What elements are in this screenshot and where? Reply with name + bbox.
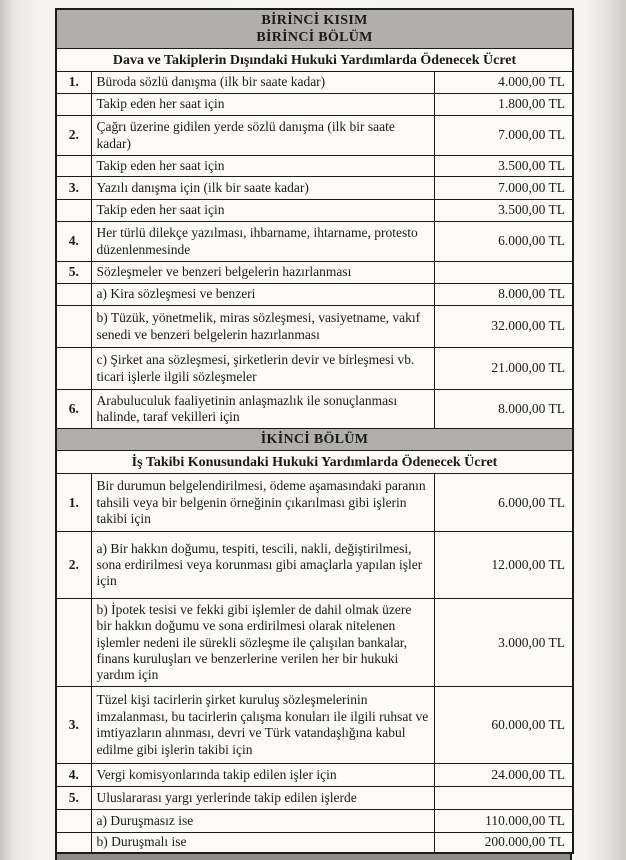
row-description: Her türlü dilekçe yazılması, ihbarname, ihtarname, protesto düzenlenmesinde	[91, 222, 434, 262]
row-description: Uluslararası yargı yerlerinde takip edilen işlerde	[91, 787, 434, 810]
table-row	[56, 156, 573, 177]
row-description: a) Kira sözleşmesi ve benzeri	[91, 284, 434, 306]
row-amount: 8.000,00 TL	[434, 390, 573, 429]
row-description: b) Duruşmalı ise	[91, 833, 434, 853]
section2-chapter-title: İKİNCİ BÖLÜM	[56, 429, 573, 451]
row-amount: 3.500,00 TL	[434, 156, 573, 177]
table-row	[56, 222, 573, 262]
row-description: c) Şirket ana sözleşmesi, şirketlerin devir ve birleşmesi vb. ticari işlerle ilgili sözleşmeler	[91, 348, 434, 390]
row-description: Sözleşmeler ve benzeri belgelerin hazırlanması	[91, 262, 434, 284]
row-description: Arabuluculuk faaliyetinin anlaşmazlık ile sonuçlanması halinde, taraf vekilleri için	[91, 390, 434, 429]
row-number: 3.	[56, 687, 91, 764]
row-amount: 3.000,00 TL	[434, 599, 573, 687]
row-description: Vergi komisyonlarında takip edilen işler için	[91, 764, 434, 787]
section1-subtitle: Dava ve Takiplerin Dışındaki Hukuki Yardımlarda Ödenecek Ücret	[56, 49, 573, 72]
table-row	[56, 810, 573, 833]
table-row	[56, 116, 573, 156]
row-description: Yazılı danışma için (ilk bir saate kadar)	[91, 177, 434, 200]
row-amount: 6.000,00 TL	[434, 222, 573, 262]
row-number	[56, 94, 91, 116]
table-row	[56, 532, 573, 599]
row-amount: 3.500,00 TL	[434, 200, 573, 222]
row-amount: 7.000,00 TL	[434, 177, 573, 200]
row-number: 6.	[56, 390, 91, 429]
row-amount: 1.800,00 TL	[434, 94, 573, 116]
table-row	[56, 787, 573, 810]
section1-header-band	[56, 9, 573, 49]
table-row	[56, 94, 573, 116]
row-number: 4.	[56, 764, 91, 787]
row-amount: 6.000,00 TL	[434, 474, 573, 532]
table-row	[56, 306, 573, 348]
row-amount: 110.000,00 TL	[434, 810, 573, 833]
row-amount: 200.000,00 TL	[434, 833, 573, 853]
row-number: 5.	[56, 787, 91, 810]
row-description: Takip eden her saat için	[91, 94, 434, 116]
row-description: a) Bir hakkın doğumu, tespiti, tescili, nakli, değiştirilmesi, sona erdirilmesi veya korunması gibi amaçlarla yapılan işler için	[91, 532, 434, 599]
row-description: Çağrı üzerine gidilen yerde sözlü danışma (ilk bir saate kadar)	[91, 116, 434, 156]
table-row	[56, 200, 573, 222]
row-amount: 21.000,00 TL	[434, 348, 573, 390]
section1-header-cell	[56, 9, 573, 49]
row-number	[56, 348, 91, 390]
row-amount: 12.000,00 TL	[434, 532, 573, 599]
row-description: Bir durumun belgelendirilmesi, ödeme aşamasındaki paranın tahsili veya bir belgenin örneğinin çıkarılması gibi işlerin takibi için	[91, 474, 434, 532]
row-number	[56, 810, 91, 833]
table-row	[56, 599, 573, 687]
table-row	[56, 72, 573, 94]
table-row	[56, 687, 573, 764]
section1-subtitle-row	[56, 49, 573, 72]
section2-header-band	[56, 429, 573, 451]
row-amount	[434, 787, 573, 810]
row-description: Tüzel kişi tacirlerin şirket kuruluş sözleşmelerinin imzalanması, bu tacirlerin çalışma konuları ile ilgili ruhsat ve imtiyazların alınması, devri ve Türk vatandaşlığına kabul edilme gibi işlerin takibi için	[91, 687, 434, 764]
row-number: 3.	[56, 177, 91, 200]
row-description: Takip eden her saat için	[91, 156, 434, 177]
table-row	[56, 474, 573, 532]
table-row	[56, 262, 573, 284]
row-amount: 7.000,00 TL	[434, 116, 573, 156]
row-number	[56, 156, 91, 177]
row-description: Büroda sözlü danışma (ilk bir saate kadar)	[91, 72, 434, 94]
table-row	[56, 348, 573, 390]
section2-subtitle: İş Takibi Konusundaki Hukuki Yardımlarda Ödenecek Ücret	[56, 451, 573, 474]
fee-tariff-table-container	[55, 8, 572, 860]
row-description: Takip eden her saat için	[91, 200, 434, 222]
section2-subtitle-row	[56, 451, 573, 474]
table-row	[56, 284, 573, 306]
row-number	[56, 284, 91, 306]
row-number: 1.	[56, 474, 91, 532]
row-amount: 8.000,00 TL	[434, 284, 573, 306]
row-amount: 4.000,00 TL	[434, 72, 573, 94]
page-corner	[592, 0, 618, 26]
row-description: a) Duruşmasız ise	[91, 810, 434, 833]
row-amount	[434, 262, 573, 284]
section1-part-title: BİRİNCİ KISIM	[261, 13, 368, 28]
row-number: 2.	[56, 532, 91, 599]
row-number	[56, 306, 91, 348]
table-row	[56, 177, 573, 200]
row-amount: 24.000,00 TL	[434, 764, 573, 787]
row-amount: 32.000,00 TL	[434, 306, 573, 348]
row-amount: 60.000,00 TL	[434, 687, 573, 764]
fee-tariff-table	[55, 8, 574, 854]
table-row	[56, 764, 573, 787]
row-number: 1.	[56, 72, 91, 94]
row-number: 2.	[56, 116, 91, 156]
next-section-band-sliver	[55, 854, 572, 860]
row-description: b) Tüzük, yönetmelik, miras sözleşmesi, vasiyetname, vakıf senedi ve benzeri belgelerin hazırlanması	[91, 306, 434, 348]
row-description: b) İpotek tesisi ve fekki gibi işlemler de dahil olmak üzere bir hakkın doğumu ve sona erdirilmesi olarak nitelenen işlemler nedeni ile sürekli sözleşme ile çalışılan bankalar, finans kuruluşları ve benzerlerine verilen her bir hukuki yardım için	[91, 599, 434, 687]
row-number	[56, 599, 91, 687]
table-row	[56, 390, 573, 429]
row-number: 5.	[56, 262, 91, 284]
row-number	[56, 200, 91, 222]
section1-chapter-title: BİRİNCİ BÖLÜM	[256, 30, 373, 46]
row-number: 4.	[56, 222, 91, 262]
